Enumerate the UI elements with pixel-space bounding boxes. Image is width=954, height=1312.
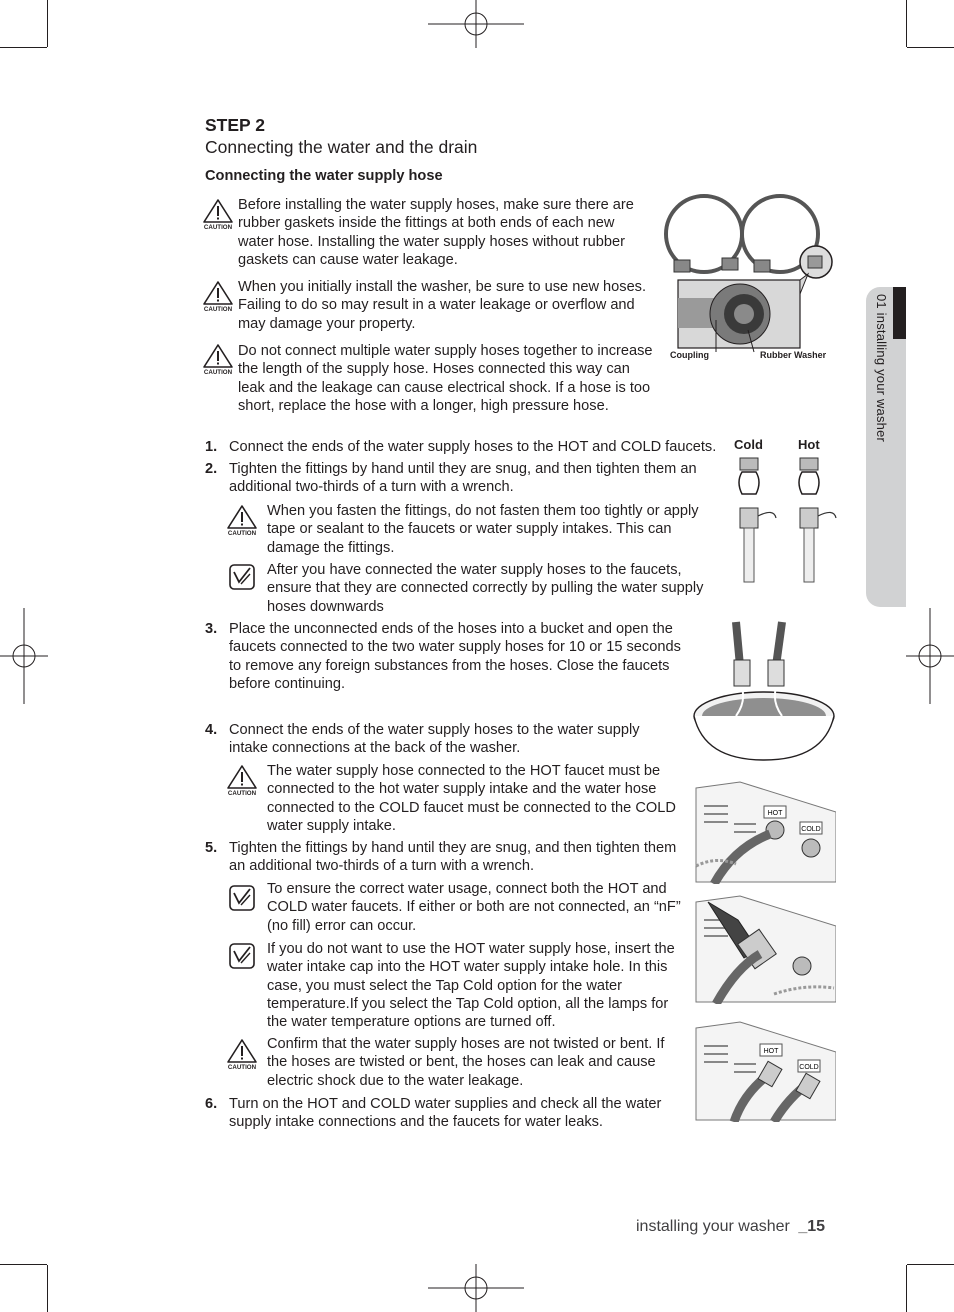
section-subtitle: Connecting the water supply hose	[205, 168, 443, 184]
svg-text:COLD: COLD	[801, 826, 821, 833]
svg-text:HOT: HOT	[767, 810, 783, 817]
coupling-label: Coupling	[670, 350, 709, 360]
svg-text:CAUTION: CAUTION	[227, 1064, 257, 1071]
caution-icon	[225, 504, 259, 538]
step-text: Connect the ends of the water supply hoses to the HOT and COLD faucets.	[229, 439, 717, 455]
step-number: 1.	[205, 439, 218, 455]
caution-text: Confirm that the water supply hoses are not twisted or bent. If the hoses are twisted or bent, the hoses can leak and cause electric shock due to the water leakage.	[267, 1036, 665, 1089]
note-icon	[229, 943, 255, 969]
hot-label: Hot	[798, 437, 820, 452]
intake-panel-figure-3	[694, 1020, 836, 1122]
caution-icon	[201, 198, 235, 232]
crop-mark	[0, 1264, 47, 1265]
crop-mark	[906, 0, 907, 47]
step-number: 2.	[205, 461, 218, 477]
caution-text: The water supply hose connected to the HOT faucet must be connected to the hot water supply intake and the water hose connected to the COLD faucet must be connected to the COLD water supply intake.	[267, 763, 676, 834]
step-number: 6.	[205, 1096, 218, 1112]
svg-text:CAUTION: CAUTION	[227, 790, 257, 797]
hose-coupling-figure	[662, 190, 838, 362]
note-text: After you have connected the water supply hoses to the faucets, ensure that they are connected correctly by pulling the water supply hoses downwards	[267, 562, 704, 615]
crop-mark	[907, 1264, 954, 1265]
intake-panel-figure-1	[694, 780, 836, 884]
note-text: If you do not want to use the HOT water supply hose, insert the water intake cap into the HOT water supply intake hole. In this case, you must select the Tap Cold option for the water temperature.If you select the Tap Cold option, all the lamps for the water temperature options are turned off.	[267, 941, 675, 1031]
step-number: 4.	[205, 722, 218, 738]
registration-mark-bottom	[428, 1262, 524, 1312]
registration-mark-top	[428, 0, 524, 50]
step-text: Connect the ends of the water supply hoses to the water supply intake connections at the back of the washer.	[229, 722, 640, 757]
caution-icon	[201, 343, 235, 377]
registration-mark-left	[0, 608, 50, 704]
page-number: _15	[798, 1218, 826, 1235]
step-text: Tighten the fittings by hand until they are snug, and then tighten them an additional two-thirds of a turn with a wrench.	[229, 840, 677, 875]
note-icon	[229, 564, 255, 590]
chapter-tab-label: 01 installing your washer	[874, 294, 889, 443]
step-number: 3.	[205, 621, 218, 637]
svg-text:CAUTION: CAUTION	[227, 530, 257, 537]
bucket-figure	[692, 620, 838, 762]
svg-text:CAUTION: CAUTION	[203, 306, 233, 313]
note-icon	[229, 885, 255, 911]
svg-text:COLD: COLD	[799, 1064, 819, 1071]
caution-text: Before installing the water supply hoses, make sure there are rubber gaskets inside the fittings at both ends of each new water hose. Installing the water supply hoses without rubber gaskets can cause water leakage.	[238, 197, 634, 268]
rubber-washer-label: Rubber Washer	[760, 350, 827, 360]
caution-text: Do not connect multiple water supply hoses together to increase the length of the supply hose. Hoses connected this way can leak and the leakage can cause electrical shock. If a hose is too short, replace the hose with a longer, high pressure hose.	[238, 343, 653, 414]
step-text: Tighten the fittings by hand until they are snug, and then tighten them an additional two-thirds of a turn with a wrench.	[229, 461, 697, 496]
crop-mark	[0, 47, 47, 48]
crop-mark	[907, 47, 954, 48]
caution-icon	[225, 1038, 259, 1072]
step-text: Place the unconnected ends of the hoses into a bucket and open the faucets connected to the two water supply hoses for 10 or 15 seconds to remove any foreign substances from the hoses. Close the faucets before continuing.	[229, 621, 681, 692]
step-text: Turn on the HOT and COLD water supplies and check all the water supply intake connections and the faucets for water leaks.	[229, 1096, 662, 1131]
footer-section	[636, 1218, 825, 1236]
crop-mark	[906, 1265, 907, 1312]
intake-panel-figure-2	[694, 894, 836, 1004]
crop-mark	[47, 0, 48, 47]
footer-section-title: installing your washer	[636, 1218, 790, 1235]
step-number: 5.	[205, 840, 218, 856]
note-text: To ensure the correct water usage, connect both the HOT and COLD water faucets. If either or both are not connected, an “nF” (no fill) error can occur.	[267, 881, 681, 934]
chapter-tab-marker	[893, 287, 906, 339]
cold-label: Cold	[734, 437, 763, 452]
registration-mark-right	[904, 608, 954, 704]
caution-icon	[201, 280, 235, 314]
caution-text: When you fasten the fittings, do not fasten them too tightly or apply tape or sealant to the faucets or water supply intakes. This can damage the fittings.	[267, 503, 699, 556]
svg-text:CAUTION: CAUTION	[203, 369, 233, 376]
svg-text:CAUTION: CAUTION	[203, 224, 233, 231]
crop-mark	[47, 1265, 48, 1312]
faucet-figure	[728, 454, 838, 586]
step-label: STEP 2	[205, 115, 265, 135]
caution-icon	[225, 764, 259, 798]
caution-text: When you initially install the washer, be sure to use new hoses. Failing to do so may result in a water leakage or overflow and may damage your property.	[238, 279, 647, 332]
svg-text:HOT: HOT	[763, 1048, 779, 1055]
page-title: Connecting the water and the drain	[205, 137, 478, 157]
